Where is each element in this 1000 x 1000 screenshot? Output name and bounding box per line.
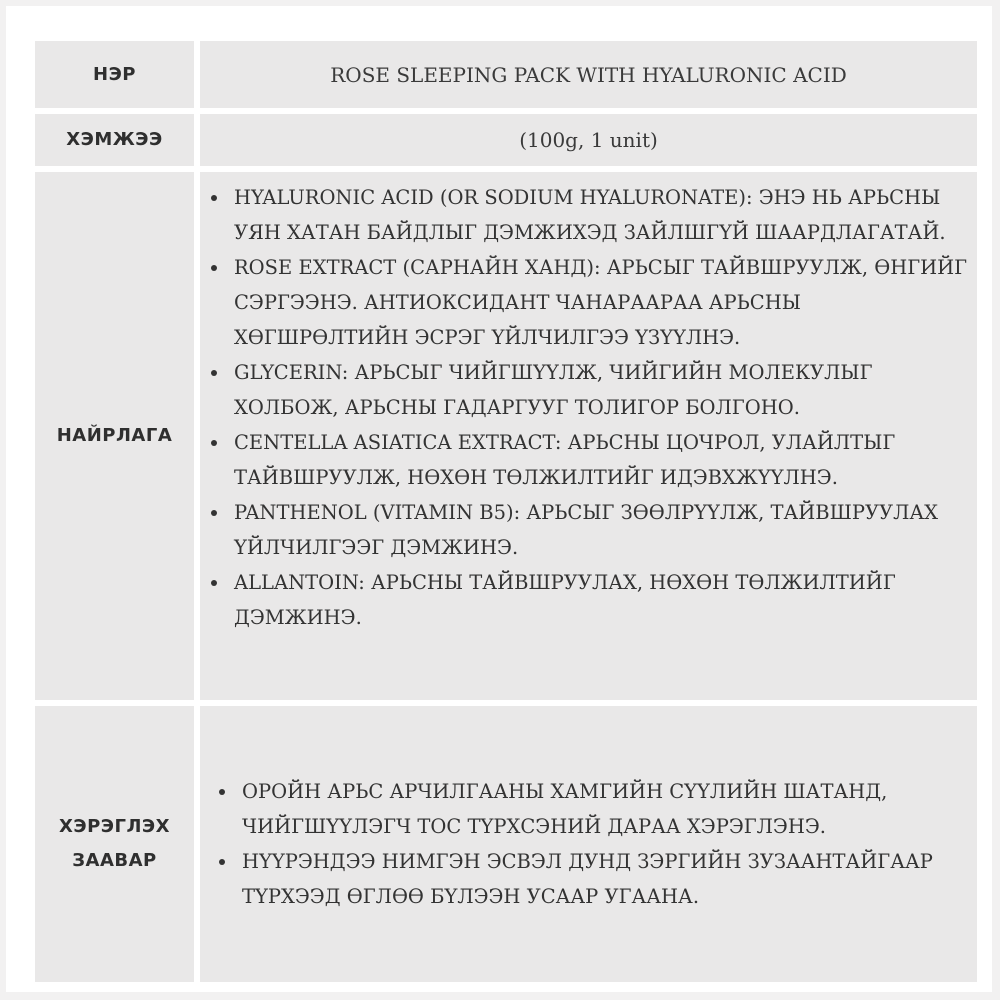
ingredient-item: • ALLANTOIN: АРЬСНЫ ТАЙВШРУУЛАХ, НӨХӨН ТӨЛЖИЛТИЙГ ДЭМЖИНЭ. xyxy=(230,565,969,635)
ingredients-cell xyxy=(200,172,977,700)
ingredient-item: • ROSE EXTRACT (САРНАЙН ХАНД): АРЬСЫГ ТАЙВШРУУЛЖ, ӨНГИЙГ СЭРГЭЭНЭ. АНТИОКСИДАНТ ЧАНАРААРАА АРЬСНЫ ХӨГШРӨЛТИЙН ЭСРЭГ ҮЙЛЧИЛГЭЭ ҮЗҮҮЛНЭ. xyxy=(230,250,969,355)
page-frame xyxy=(6,6,992,992)
product-info-table xyxy=(35,41,977,982)
size-value: (100g, 1 unit) xyxy=(200,114,977,166)
ingredient-item: • CENTELLA ASIATICA EXTRACT: АРЬСНЫ ЦОЧРОЛ, УЛАЙЛТЫГ ТАЙВШРУУЛЖ, НӨХӨН ТӨЛЖИЛТИЙГ ИДЭВХЖҮҮЛНЭ. xyxy=(230,425,969,495)
usage-list xyxy=(214,774,969,914)
name-value: ROSE SLEEPING PACK WITH HYALURONIC ACID xyxy=(200,41,977,108)
usage-item: • НҮҮРЭНДЭЭ НИМГЭН ЭСВЭЛ ДУНД ЗЭРГИЙН ЗУЗААНТАЙГААР ТҮРХЭЭД ӨГЛӨӨ БҮЛЭЭН УСААР УГААНА. xyxy=(238,844,969,914)
usage-cell xyxy=(200,706,977,982)
ingredient-item: • PANTHENOL (VITAMIN B5): АРЬСЫГ ЗӨӨЛРҮҮЛЖ, ТАЙВШРУУЛАХ ҮЙЛЧИЛГЭЭГ ДЭМЖИНЭ. xyxy=(230,495,969,565)
ingredient-item: • HYALURONIC ACID (OR SODIUM HYALURONATE): ЭНЭ НЬ АРЬСНЫ УЯН ХАТАН БАЙДЛЫГ ДЭМЖИХЭД ЗАЙЛШГҮЙ ШААРДЛАГАТАЙ. xyxy=(230,180,969,250)
size-label: ХЭМЖЭЭ xyxy=(35,114,194,166)
ingredients-label: НАЙРЛАГА xyxy=(35,172,194,700)
name-label: НЭР xyxy=(35,41,194,108)
ingredients-list xyxy=(206,180,969,635)
usage-item: • ОРОЙН АРЬС АРЧИЛГААНЫ ХАМГИЙН СҮҮЛИЙН ШАТАНД, ЧИЙГШҮҮЛЭГЧ ТОС ТҮРХСЭНИЙ ДАРАА ХЭРЭГЛЭНЭ. xyxy=(238,774,969,844)
usage-label: ХЭРЭГЛЭХ ЗААВАР xyxy=(35,706,194,982)
ingredient-item: • GLYCERIN: АРЬСЫГ ЧИЙГШҮҮЛЖ, ЧИЙГИЙН МОЛЕКУЛЫГ ХОЛБОЖ, АРЬСНЫ ГАДАРГУУГ ТОЛИГОР БОЛГОНО. xyxy=(230,355,969,425)
